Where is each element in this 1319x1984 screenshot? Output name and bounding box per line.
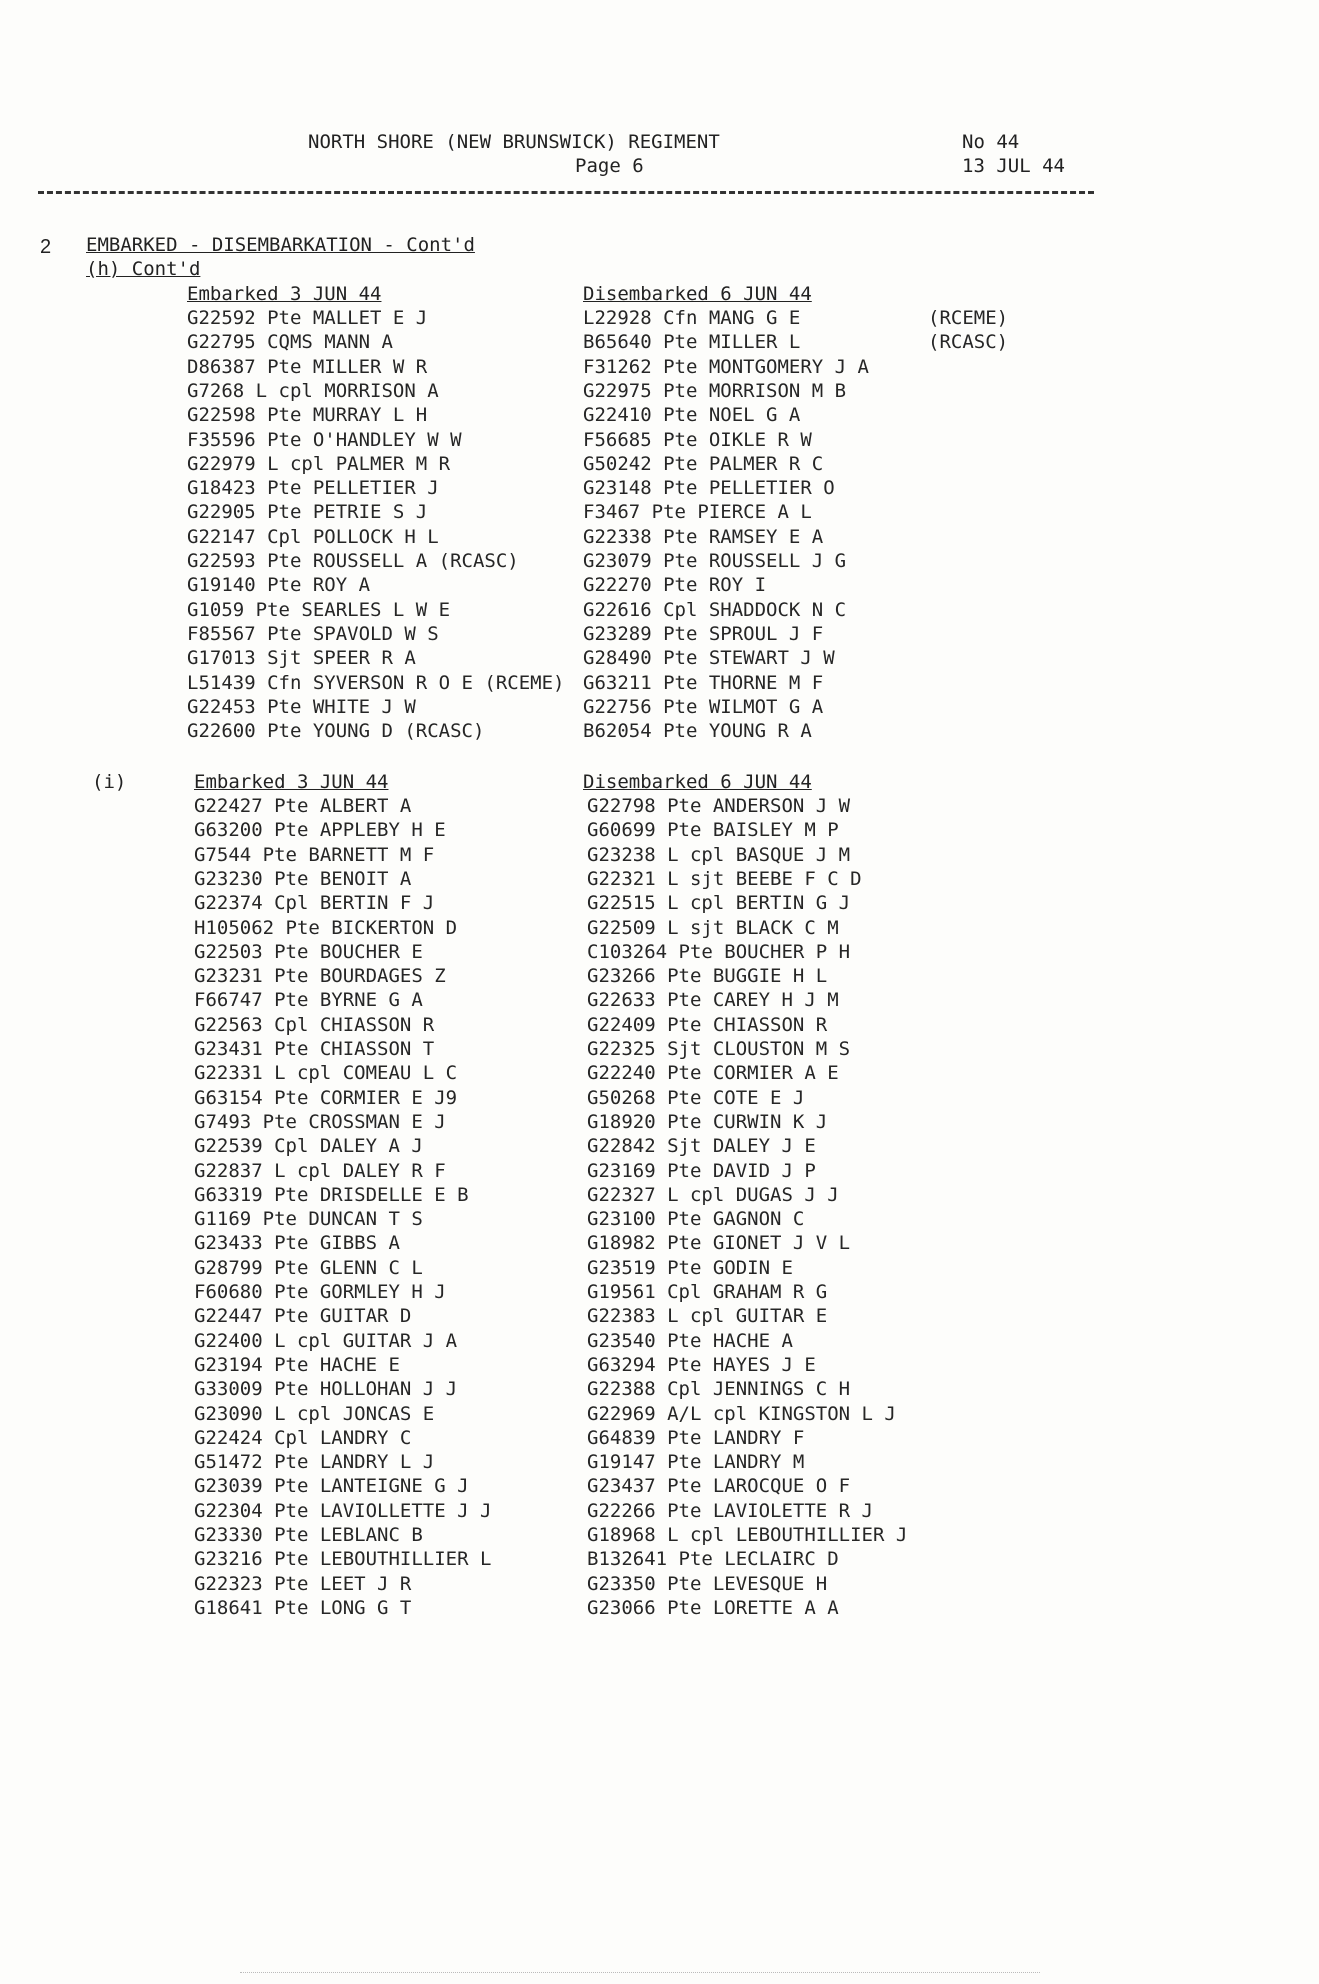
part_h-embarked-entry: D86387 Pte MILLER W R xyxy=(187,355,428,378)
regiment-title: NORTH SHORE (NEW BRUNSWICK) REGIMENT xyxy=(308,131,720,153)
part_i-disembarked-entry: G23437 Pte LAROCQUE O F xyxy=(587,1475,851,1498)
part_i-disembarked-entry: G22325 Sjt CLOUSTON M S xyxy=(587,1038,851,1060)
part_i-disembarked-entry: G18920 Pte CURWIN K J xyxy=(587,1110,828,1133)
section-title: EMBARKED - DISEMBARKATION - Cont'd xyxy=(86,234,475,256)
part-i-left-heading: Embarked 3 JUN 44 xyxy=(194,771,389,793)
part_i-embarked-entry: G22447 Pte GUITAR D xyxy=(194,1305,412,1328)
part_i-disembarked-entry: G23266 Pte BUGGIE H L xyxy=(587,965,828,988)
part_i-embarked-entry: G7544 Pte BARNETT M F xyxy=(194,843,435,866)
part_i-disembarked-entry: G22388 Cpl JENNINGS C H xyxy=(587,1378,851,1401)
part_h-disembarked-entry: G50242 Pte PALMER R C xyxy=(583,452,824,475)
part_i-disembarked-entry: G22321 L sjt BEEBE F C D xyxy=(587,867,862,890)
part_i-disembarked-entry: G22842 Sjt DALEY J E xyxy=(587,1135,816,1158)
part-i-right-heading: Disembarked 6 JUN 44 xyxy=(583,771,812,793)
part_h-embarked-entry: G22598 Pte MURRAY L H xyxy=(187,404,428,427)
part_i-disembarked-entry: G63294 Pte HAYES J E xyxy=(587,1353,816,1376)
part_i-embarked-entry: G23216 Pte LEBOUTHILLIER L xyxy=(194,1548,492,1571)
faint-divider xyxy=(240,1972,1040,1973)
part_i-disembarked-entry: G23066 Pte LORETTE A A xyxy=(587,1596,839,1619)
part_h-corps-note: (RCEME) xyxy=(928,307,1009,329)
part_h-embarked-entry: G7268 L cpl MORRISON A xyxy=(187,379,439,402)
part_i-disembarked-entry: G18982 Pte GIONET J V L xyxy=(587,1232,851,1255)
part-h-label: (h) Cont'd xyxy=(86,258,201,280)
part_h-embarked-entry: G22979 L cpl PALMER M R xyxy=(187,452,451,475)
part_h-embarked-entry: G1059 Pte SEARLES L W E xyxy=(187,598,451,621)
page-number: Page 6 xyxy=(575,155,644,177)
part_i-embarked-entry: G23090 L cpl JONCAS E xyxy=(194,1402,435,1425)
part_i-disembarked-entry: G23169 Pte DAVID J P xyxy=(587,1159,816,1182)
part_h-disembarked-entry: F3467 Pte PIERCE A L xyxy=(583,501,812,524)
part_i-disembarked-entry: G22383 L cpl GUITAR E xyxy=(587,1305,828,1328)
part_i-embarked-entry: H105062 Pte BICKERTON D xyxy=(194,916,458,939)
part_i-embarked-entry: G23433 Pte GIBBS A xyxy=(194,1232,400,1255)
part-i-label: (i) xyxy=(92,771,127,793)
part_i-embarked-entry: G51472 Pte LANDRY L J xyxy=(194,1451,435,1474)
part_h-disembarked-entry: G22756 Pte WILMOT G A xyxy=(583,695,824,718)
part_i-disembarked-entry: G22969 A/L cpl KINGSTON L J xyxy=(587,1402,896,1425)
part_i-disembarked-entry: G18968 L cpl LEBOUTHILLIER J xyxy=(587,1524,908,1546)
part_h-embarked-entry: G22592 Pte MALLET E J xyxy=(187,307,428,329)
part_i-disembarked-entry: G23519 Pte GODIN E xyxy=(587,1256,793,1279)
part_i-disembarked-entry: G23540 Pte HACHE A xyxy=(587,1329,793,1352)
part_i-embarked-entry: G22323 Pte LEET J R xyxy=(194,1572,412,1595)
part_h-embarked-entry: G22147 Cpl POLLOCK H L xyxy=(187,525,439,548)
header-divider xyxy=(38,191,1094,194)
part-h-left-heading: Embarked 3 JUN 44 xyxy=(187,283,382,305)
part_i-embarked-entry: G22837 L cpl DALEY R F xyxy=(194,1159,446,1182)
part_i-embarked-entry: G22304 Pte LAVIOLLETTE J J xyxy=(194,1499,492,1522)
part_i-embarked-entry: F66747 Pte BYRNE G A xyxy=(194,989,423,1012)
part_i-disembarked-entry: G23238 L cpl BASQUE J M xyxy=(587,843,851,866)
part_i-embarked-entry: G63154 Pte CORMIER E J9 xyxy=(194,1086,458,1109)
part_h-disembarked-entry: G28490 Pte STEWART J W xyxy=(583,647,835,670)
part_h-disembarked-entry: F56685 Pte OIKLE R W xyxy=(583,428,812,451)
part_h-disembarked-entry: L22928 Cfn MANG G E xyxy=(583,307,801,329)
part_i-embarked-entry: G22563 Cpl CHIASSON R xyxy=(194,1013,435,1036)
part_i-disembarked-entry: G22515 L cpl BERTIN G J xyxy=(587,892,851,915)
part_i-disembarked-entry: G22798 Pte ANDERSON J W xyxy=(587,795,851,817)
part_i-embarked-entry: G1169 Pte DUNCAN T S xyxy=(194,1208,423,1231)
document-number: No 44 xyxy=(962,131,1020,153)
part_h-embarked-entry: G22600 Pte YOUNG D (RCASC) xyxy=(187,720,485,743)
part_i-embarked-entry: G23431 Pte CHIASSON T xyxy=(194,1038,435,1060)
part_h-disembarked-entry: G22975 Pte MORRISON M B xyxy=(583,379,847,402)
part_i-disembarked-entry: G22327 L cpl DUGAS J J xyxy=(587,1183,839,1206)
part_h-embarked-entry: F35596 Pte O'HANDLEY W W xyxy=(187,428,462,451)
section-number: 2 xyxy=(40,236,52,258)
part_h-embarked-entry: G22795 CQMS MANN A xyxy=(187,331,393,354)
part_i-embarked-entry: G63319 Pte DRISDELLE E B xyxy=(194,1183,469,1206)
part_i-embarked-entry: G22503 Pte BOUCHER E xyxy=(194,940,423,963)
part_h-disembarked-entry: B62054 Pte YOUNG R A xyxy=(583,720,812,743)
part_i-disembarked-entry: G22633 Pte CAREY H J M xyxy=(587,989,839,1012)
part_h-embarked-entry: G22905 Pte PETRIE S J xyxy=(187,501,428,524)
part_h-disembarked-entry: G23079 Pte ROUSSELL J G xyxy=(583,550,847,572)
part_h-embarked-entry: G18423 Pte PELLETIER J xyxy=(187,477,439,500)
part_i-embarked-entry: G18641 Pte LONG G T xyxy=(194,1596,412,1619)
part_i-disembarked-entry: G23100 Pte GAGNON C xyxy=(587,1208,805,1231)
part_i-disembarked-entry: G19561 Cpl GRAHAM R G xyxy=(587,1281,828,1303)
part_i-embarked-entry: G22374 Cpl BERTIN F J xyxy=(194,892,435,915)
part_i-embarked-entry: G23194 Pte HACHE E xyxy=(194,1353,400,1376)
part_h-disembarked-entry: F31262 Pte MONTGOMERY J A xyxy=(583,355,869,378)
part_i-disembarked-entry: B132641 Pte LECLAIRC D xyxy=(587,1548,839,1571)
part_h-disembarked-entry: G23148 Pte PELLETIER O xyxy=(583,477,835,500)
part_i-disembarked-entry: G19147 Pte LANDRY M xyxy=(587,1451,805,1474)
part_i-embarked-entry: G22427 Pte ALBERT A xyxy=(194,795,412,817)
part_i-disembarked-entry: G22240 Pte CORMIER A E xyxy=(587,1062,839,1085)
part_i-embarked-entry: G23330 Pte LEBLANC B xyxy=(194,1524,423,1546)
part_h-embarked-entry: G17013 Sjt SPEER R A xyxy=(187,647,416,670)
part_i-embarked-entry: G63200 Pte APPLEBY H E xyxy=(194,819,446,842)
part_i-embarked-entry: G33009 Pte HOLLOHAN J J xyxy=(194,1378,458,1401)
part-h-right-heading: Disembarked 6 JUN 44 xyxy=(583,283,812,305)
part_i-embarked-entry: F60680 Pte GORMLEY H J xyxy=(194,1281,446,1303)
part_i-embarked-entry: G23039 Pte LANTEIGNE G J xyxy=(194,1475,469,1498)
part_i-disembarked-entry: G64839 Pte LANDRY F xyxy=(587,1426,805,1449)
document-date: 13 JUL 44 xyxy=(962,155,1065,177)
part_i-disembarked-entry: G60699 Pte BAISLEY M P xyxy=(587,819,839,842)
part_h-disembarked-entry: G63211 Pte THORNE M F xyxy=(583,671,824,694)
part_h-embarked-entry: L51439 Cfn SYVERSON R O E (RCEME) xyxy=(187,671,565,694)
part_i-disembarked-entry: G23350 Pte LEVESQUE H xyxy=(587,1572,828,1595)
part_h-corps-note: (RCASC) xyxy=(928,331,1009,354)
part_i-embarked-entry: G22539 Cpl DALEY A J xyxy=(194,1135,423,1158)
part_i-disembarked-entry: G22266 Pte LAVIOLETTE R J xyxy=(587,1499,873,1522)
part_i-disembarked-entry: G22409 Pte CHIASSON R xyxy=(587,1013,828,1036)
part_i-embarked-entry: G28799 Pte GLENN C L xyxy=(194,1256,423,1279)
part_h-disembarked-entry: G23289 Pte SPROUL J F xyxy=(583,622,824,645)
part_i-disembarked-entry: C103264 Pte BOUCHER P H xyxy=(587,940,851,963)
part_i-disembarked-entry: G22509 L sjt BLACK C M xyxy=(587,916,839,939)
part_i-disembarked-entry: G50268 Pte COTE E J xyxy=(587,1086,805,1109)
part_i-embarked-entry: G22400 L cpl GUITAR J A xyxy=(194,1329,458,1352)
part_h-disembarked-entry: G22616 Cpl SHADDOCK N C xyxy=(583,598,847,621)
part_h-embarked-entry: G22593 Pte ROUSSELL A (RCASC) xyxy=(187,550,519,572)
part_i-embarked-entry: G23231 Pte BOURDAGES Z xyxy=(194,965,446,988)
part_h-disembarked-entry: B65640 Pte MILLER L xyxy=(583,331,801,354)
part_h-embarked-entry: G22453 Pte WHITE J W xyxy=(187,695,416,718)
part_i-embarked-entry: G22424 Cpl LANDRY C xyxy=(194,1426,412,1449)
part_i-embarked-entry: G23230 Pte BENOIT A xyxy=(194,867,412,890)
part_h-disembarked-entry: G22270 Pte ROY I xyxy=(583,574,767,597)
part_i-embarked-entry: G7493 Pte CROSSMAN E J xyxy=(194,1110,446,1133)
part_h-embarked-entry: G19140 Pte ROY A xyxy=(187,574,371,597)
part_i-embarked-entry: G22331 L cpl COMEAU L C xyxy=(194,1062,458,1085)
part_h-disembarked-entry: G22410 Pte NOEL G A xyxy=(583,404,801,427)
part_h-embarked-entry: F85567 Pte SPAVOLD W S xyxy=(187,622,439,645)
part_h-disembarked-entry: G22338 Pte RAMSEY E A xyxy=(583,525,824,548)
